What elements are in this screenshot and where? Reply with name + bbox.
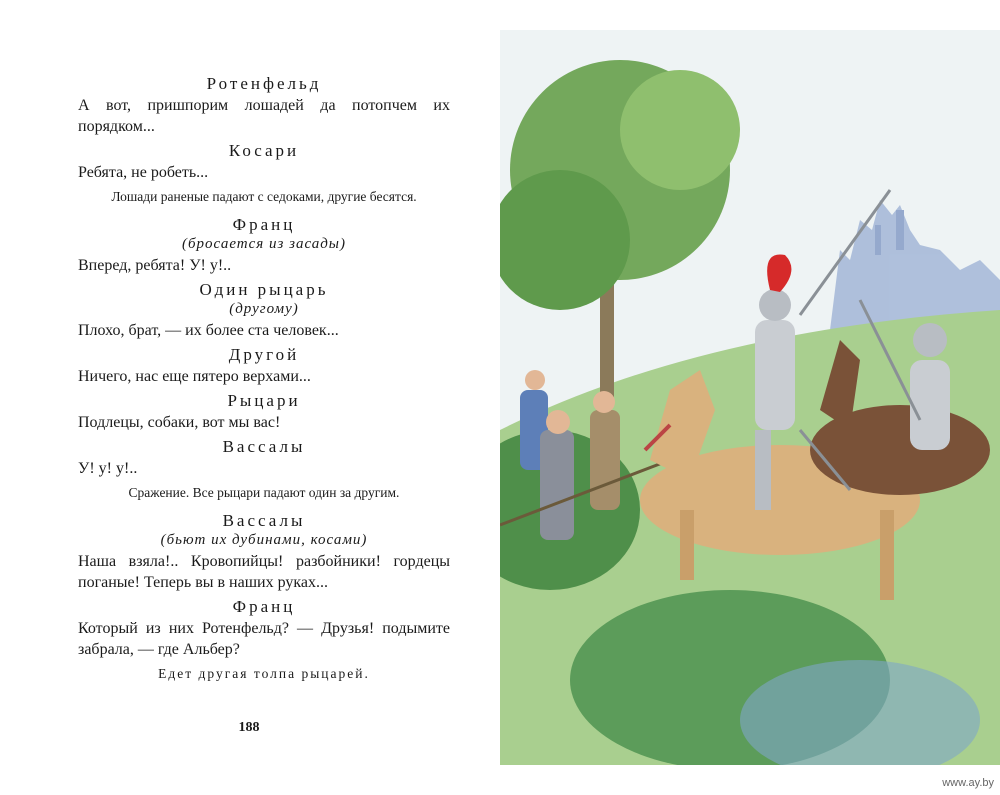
stage-note: Лошади раненые падают с седоками, другие бесятся.	[111, 189, 417, 204]
dialogue-line: Вперед, ребята! У! у!..	[78, 257, 232, 274]
speaker-name: Косари	[228, 141, 300, 160]
speaker-name: Франц	[232, 597, 296, 616]
speaker-name: Франц	[232, 215, 296, 234]
page-number: 188	[238, 720, 260, 735]
stage-direction: (бросается из засады)	[182, 236, 346, 252]
dialogue-line: У! у! у!..	[78, 460, 138, 477]
stage-direction: (другому)	[229, 301, 299, 317]
text-page	[0, 0, 498, 795]
stage-note: Едет другая толпа рыцарей.	[158, 666, 370, 681]
dialogue-line: Ребята, не робеть...	[78, 164, 209, 181]
dialogue-line: Наша взяла!.. Кровопийцы! разбойники! гордецы поганые! Теперь вы в наших руках...	[78, 553, 450, 591]
speaker-name: Вассалы	[222, 511, 306, 530]
dialogue-line: Ничего, нас еще пятеро верхами...	[78, 368, 311, 385]
illustration	[500, 30, 1000, 765]
play-text	[78, 70, 450, 692]
dialogue-line: А вот, пришпорим лошадей да потопчем их порядком...	[78, 97, 450, 135]
speaker-name: Ротенфельд	[206, 74, 322, 93]
dialogue-line: Который из них Ротенфельд? — Друзья! подымите забрала, — где Альбер?	[78, 620, 450, 658]
stage-direction: (бьют их дубинами, косами)	[160, 532, 368, 548]
stage-note: Сражение. Все рыцари падают один за другим.	[128, 485, 400, 500]
speaker-name: Один рыцарь	[199, 280, 329, 299]
dialogue-line: Подлецы, собаки, вот мы вас!	[78, 414, 281, 431]
dialogue-line: Плохо, брат, — их более ста человек...	[78, 322, 339, 339]
watermark: www.ay.by	[942, 777, 994, 789]
speaker-name: Вассалы	[222, 437, 306, 456]
speaker-name: Рыцари	[227, 391, 301, 410]
battle-illustration	[500, 30, 1000, 765]
speaker-name: Другой	[228, 345, 300, 364]
